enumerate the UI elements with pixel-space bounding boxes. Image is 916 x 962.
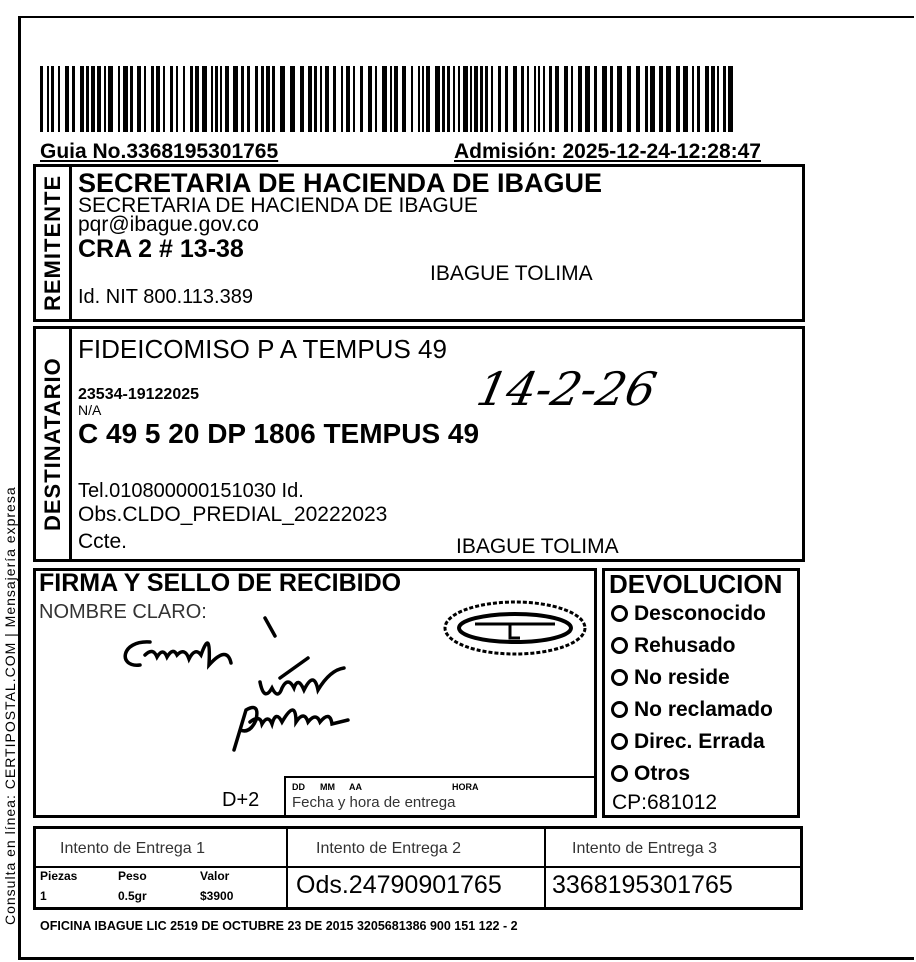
barcode-bar xyxy=(555,66,559,132)
barcode-bar xyxy=(300,66,304,132)
barcode-bar xyxy=(683,66,688,132)
barcode-bar xyxy=(571,66,573,132)
barcode-bar xyxy=(108,66,113,132)
barcode-bar xyxy=(602,66,607,132)
return-title: DEVOLUCION xyxy=(609,569,783,599)
barcode-bar xyxy=(463,66,468,132)
side-website-text: Consulta en línea: CERTIPOSTAL.COM | Mensajería expresa xyxy=(2,486,18,925)
barcode-bar xyxy=(353,66,355,132)
barcode-bar xyxy=(65,66,69,132)
receipt-title: FIRMA Y SELLO DE RECIBIDO xyxy=(39,569,402,597)
recipient-address: C 49 5 20 DP 1806 TEMPUS 49 xyxy=(78,418,480,449)
barcode-bar xyxy=(723,66,726,132)
barcode-bar xyxy=(426,66,430,132)
barcode-bar xyxy=(627,66,631,132)
barcode-bar xyxy=(225,66,229,132)
barcode-bar xyxy=(325,66,329,132)
return-option-other[interactable]: Otros xyxy=(611,763,773,795)
barcode-bar xyxy=(650,66,655,132)
barcode-bar xyxy=(151,66,154,132)
radio-icon[interactable] xyxy=(611,765,628,782)
barcode-bar xyxy=(717,66,719,132)
recipient-divider xyxy=(69,326,72,562)
date-header-dd: DD xyxy=(292,782,305,792)
sender-id: Id. NIT 800.113.389 xyxy=(78,286,253,308)
date-header-hora: HORA xyxy=(452,782,479,792)
sender-name-secondary: SECRETARIA DE HACIENDA DE IBAGUE xyxy=(78,194,478,217)
handwritten-signature xyxy=(110,610,420,760)
barcode-bar xyxy=(333,66,336,132)
barcode-bar xyxy=(156,66,160,132)
barcode-bar xyxy=(320,66,322,132)
attempt-2-label: Intento de Entrega 2 xyxy=(316,840,461,857)
recipient-name: FIDEICOMISO P A TEMPUS 49 xyxy=(78,334,447,364)
attempt-1-label: Intento de Entrega 1 xyxy=(60,840,205,857)
barcode-bar xyxy=(47,66,49,132)
delivery-date-label: Fecha y hora de entrega xyxy=(292,794,456,811)
barcode-bar xyxy=(458,66,460,132)
barcode-bar xyxy=(183,66,185,132)
sender-email: pqr@ibague.gov.co xyxy=(78,213,259,236)
barcode-bar xyxy=(58,66,60,132)
weight-value: 0.5gr xyxy=(118,889,147,903)
weight-label: Peso xyxy=(118,869,147,883)
barcode-bar xyxy=(382,66,387,132)
recipient-na: N/A xyxy=(78,402,102,418)
barcode-bar xyxy=(86,66,89,132)
barcode-bar xyxy=(422,66,424,132)
barcode-bar xyxy=(435,66,440,132)
barcode-bar xyxy=(578,66,582,132)
barcode-bar xyxy=(543,66,545,132)
barcode-bar xyxy=(241,66,244,132)
sender-divider xyxy=(69,164,72,322)
value-label: Valor xyxy=(200,869,230,883)
barcode-bar xyxy=(255,66,258,132)
barcode-bar xyxy=(261,66,264,132)
barcode-bar xyxy=(233,66,238,132)
barcode-bar xyxy=(527,66,529,132)
barcode-bar xyxy=(659,66,663,132)
barcode-bar xyxy=(247,66,250,132)
barcode xyxy=(38,66,738,132)
barcode-bar xyxy=(564,66,568,132)
barcode-bar xyxy=(505,66,508,132)
barcode-bar xyxy=(176,66,178,132)
barcode-bar xyxy=(375,66,377,132)
date-header-aa: AA xyxy=(349,782,362,792)
return-option-not-claimed[interactable]: No reclamado xyxy=(611,699,773,731)
barcode-bar xyxy=(470,66,472,132)
barcode-bar xyxy=(195,66,199,132)
barcode-bar xyxy=(521,66,524,132)
barcode-bar xyxy=(645,66,648,132)
date-header-mm: MM xyxy=(320,782,335,792)
sender-address: CRA 2 # 13-38 xyxy=(78,235,244,263)
barcode-bar xyxy=(118,66,120,132)
barcode-bar xyxy=(314,66,317,132)
radio-icon[interactable] xyxy=(611,637,628,654)
barcode-bar xyxy=(594,66,597,132)
barcode-bar xyxy=(676,66,680,132)
barcode-bar xyxy=(190,66,193,132)
barcode-bar xyxy=(636,66,640,132)
barcode-bar xyxy=(513,66,517,132)
barcode-bar xyxy=(402,66,406,132)
barcode-bar xyxy=(480,66,483,132)
barcode-bar xyxy=(266,66,270,132)
barcode-bar xyxy=(617,66,622,132)
handwritten-date: 14-2-26 xyxy=(472,362,662,416)
barcode-bar xyxy=(137,66,141,132)
barcode-bar xyxy=(610,66,613,132)
barcode-bar xyxy=(538,66,540,132)
barcode-bar xyxy=(697,66,700,132)
sender-side-label: REMITENTE xyxy=(40,174,65,311)
recipient-side-label: DESTINATARIO xyxy=(40,357,65,531)
barcode-bar xyxy=(346,66,350,132)
barcode-bar xyxy=(485,66,488,132)
barcode-bar xyxy=(418,66,420,132)
radio-icon[interactable] xyxy=(611,701,628,718)
barcode-bar xyxy=(123,66,128,132)
radio-icon[interactable] xyxy=(611,733,628,750)
barcode-bar xyxy=(549,66,552,132)
attempt-3-label: Intento de Entrega 3 xyxy=(572,840,717,857)
recipient-ref: 23534-19122025 xyxy=(78,386,200,403)
barcode-bar xyxy=(442,66,445,132)
recipient-ccte: Ccte. xyxy=(78,530,128,553)
radio-icon[interactable] xyxy=(611,669,628,686)
barcode-bar xyxy=(211,66,213,132)
guide-number: Guia No.3368195301765 xyxy=(40,140,279,163)
return-options xyxy=(611,603,773,795)
barcode-bar xyxy=(290,66,295,132)
barcode-bar xyxy=(453,66,455,132)
recipient-obs: Obs.CLDO_PREDIAL_20222023 xyxy=(78,503,388,526)
barcode-bar xyxy=(498,66,501,132)
barcode-bar xyxy=(585,66,590,132)
return-option-not-reside[interactable]: No reside xyxy=(611,667,773,699)
barcode-bar xyxy=(390,66,392,132)
barcode-bar xyxy=(215,66,218,132)
barcode-bar xyxy=(144,66,146,132)
receipt-name-label: NOMBRE CLARO: xyxy=(39,601,207,623)
return-option-unknown[interactable]: Desconocido xyxy=(611,603,773,635)
barcode-bar xyxy=(272,66,275,132)
barcode-bar xyxy=(711,66,715,132)
pieces-value: 1 xyxy=(40,889,47,903)
pieces-label: Piezas xyxy=(40,869,78,883)
barcode-bar xyxy=(360,66,363,132)
barcode-bar xyxy=(447,66,450,132)
barcode-bar xyxy=(170,66,173,132)
barcode-bar xyxy=(411,66,413,132)
barcode-bar xyxy=(666,66,671,132)
footer-office: OFICINA IBAGUE LIC 2519 DE OCTUBRE 23 DE 2015 3205681386 900 151 122 - 2 xyxy=(40,919,518,933)
barcode-bar xyxy=(72,66,75,132)
barcode-bar xyxy=(80,66,84,132)
sender-city: IBAGUE TOLIMA xyxy=(430,262,593,285)
barcode-bar xyxy=(308,66,312,132)
recipient-tel: Tel.010800000151030 Id. xyxy=(78,480,304,502)
barcode-bar xyxy=(97,66,101,132)
barcode-bar xyxy=(104,66,106,132)
barcode-bar xyxy=(728,66,733,132)
barcode-bar xyxy=(394,66,398,132)
barcode-bar xyxy=(91,66,95,132)
guide-number-cell: 3368195301765 xyxy=(552,871,733,899)
barcode-bar xyxy=(51,66,54,132)
barcode-bar xyxy=(163,66,165,132)
ods-number: Ods.24790901765 xyxy=(296,871,502,899)
value-amount: $3900 xyxy=(200,889,234,903)
barcode-bar xyxy=(40,66,43,132)
barcode-bar xyxy=(130,66,133,132)
barcode-bar xyxy=(491,66,493,132)
barcode-bar xyxy=(705,66,709,132)
return-option-refused[interactable]: Rehusado xyxy=(611,635,773,667)
delivery-code: D+2 xyxy=(222,789,260,811)
barcode-bar xyxy=(220,66,222,132)
barcode-bar xyxy=(692,66,694,132)
barcode-bar xyxy=(202,66,207,132)
admission-date: Admisión: 2025-12-24-12:28:47 xyxy=(454,140,761,163)
stamp-icon xyxy=(440,598,590,658)
radio-icon[interactable] xyxy=(611,605,628,622)
return-cp: CP:681012 xyxy=(612,791,718,814)
barcode-bar xyxy=(368,66,372,132)
barcode-bar xyxy=(341,66,343,132)
sender-name: SECRETARIA DE HACIENDA DE IBAGUE xyxy=(78,168,603,198)
barcode-bar xyxy=(280,66,285,132)
recipient-city: IBAGUE TOLIMA xyxy=(456,535,619,558)
barcode-bar xyxy=(534,66,536,132)
barcode-bar xyxy=(474,66,478,132)
return-option-wrong-address[interactable]: Direc. Errada xyxy=(611,731,773,763)
